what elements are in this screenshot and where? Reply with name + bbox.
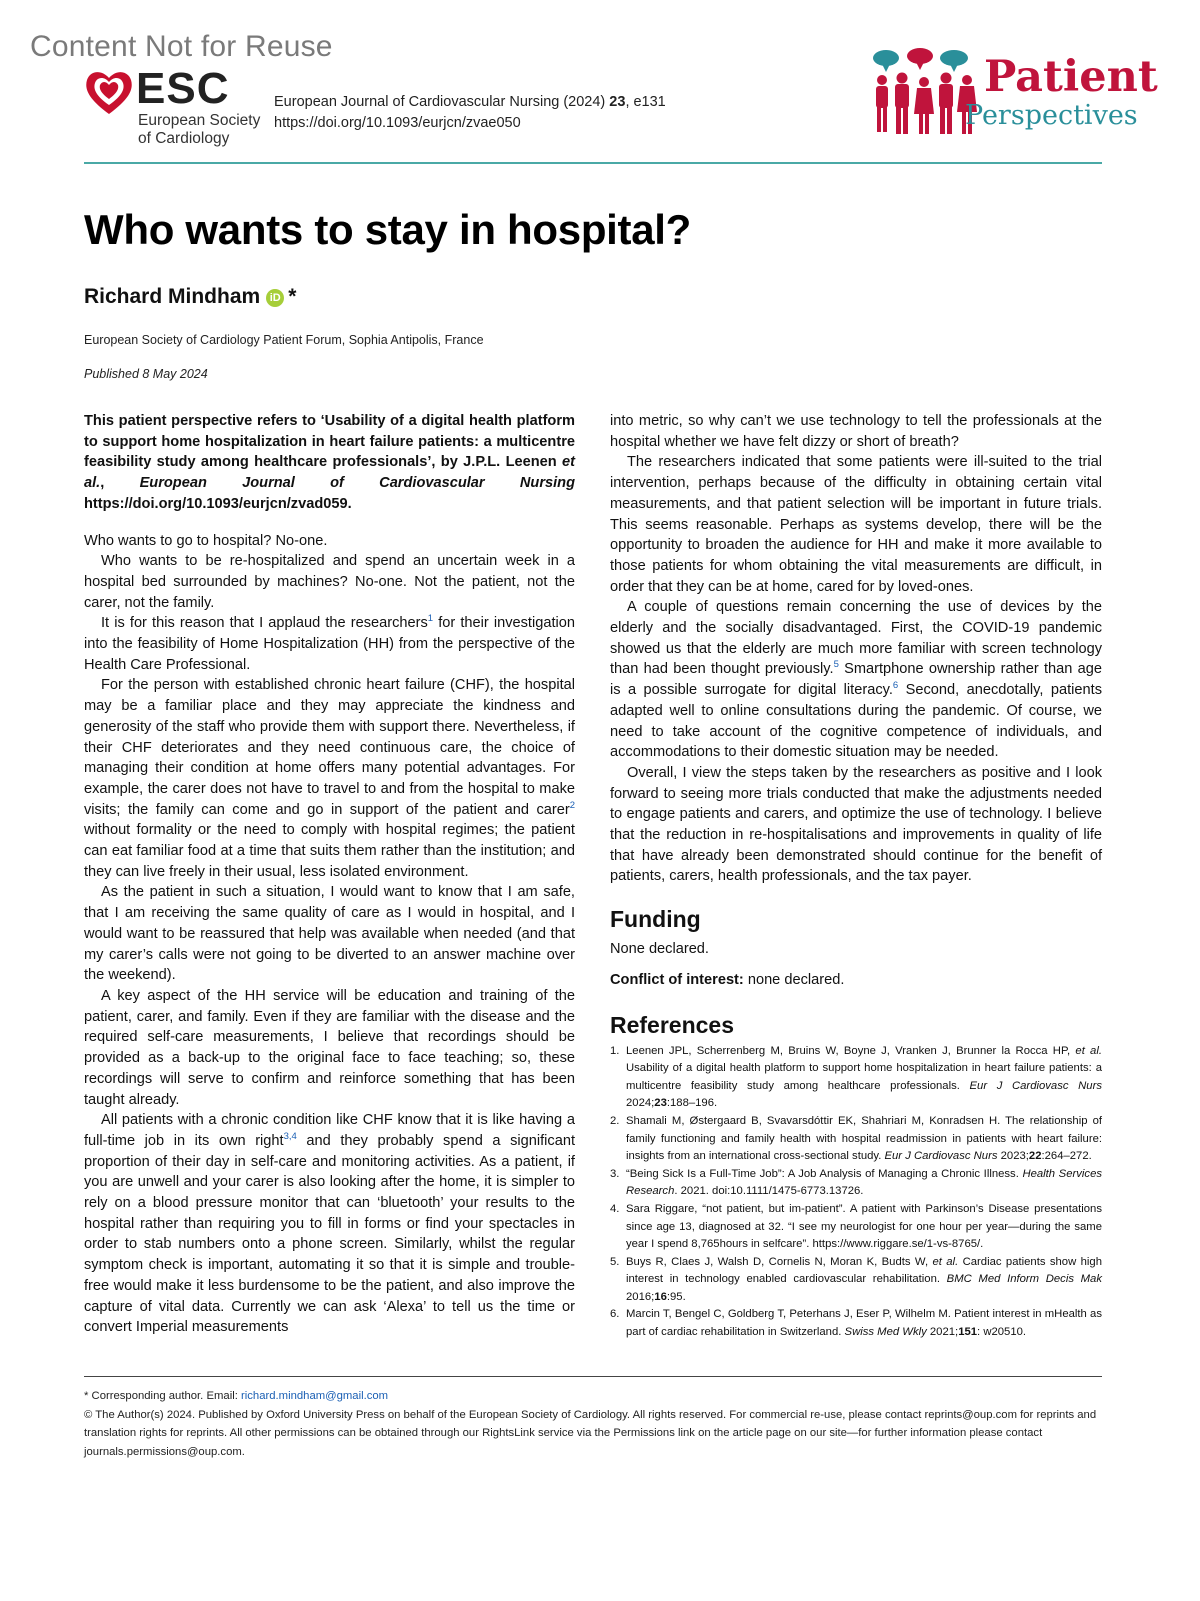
reference-text: “Being Sick Is a Full-Time Job”: A Job Analysis of Managing a Chronic Illness. xyxy=(626,1167,1023,1180)
body-paragraph xyxy=(84,675,575,882)
body-paragraph-continued: into metric, so why can’t we use technology to tell the professionals at the hospital whether we have felt dizzy or short of breath? xyxy=(610,413,1102,450)
intro-etal: et al. xyxy=(84,454,575,492)
reference-text: Sara Riggare, “not patient, but im-patient”. A patient with Parkinson’s Disease presentations since age 13, diagnosed at 32. “I see my neurologist for one hour per year—during the same year I spend 8,765hours in selfcare”. https://www.riggare.se/1-vs-8765/. xyxy=(626,1202,1102,1251)
copyright-text: © The Author(s) 2024. Published by Oxford University Press on behalf of the European Society of Cardiology. All rights reserved. For commercial re-use, please contact reprints@oup.com for reprints and translation rights for reprints. All other permissions can be obtained through our RightsLink service via the Permissions link on the article page on our site—for further information please contact journals.permissions@oup.com. xyxy=(84,1408,1097,1458)
reference-text: :188–196. xyxy=(666,1097,718,1110)
conflict-of-interest xyxy=(610,970,1102,991)
people-speech-icon xyxy=(868,48,980,144)
reference-volume: 22 xyxy=(1028,1150,1042,1163)
journal-doi[interactable]: https://doi.org/10.1093/eurjcn/zvae050 xyxy=(274,115,521,131)
reference-item xyxy=(610,1166,1102,1201)
reference-etal: et al. xyxy=(1075,1044,1102,1057)
reference-text: Buys R, Claes J, Walsh D, Cornelis N, Moran K, Budts W, xyxy=(626,1255,933,1268)
intro-sep: , xyxy=(100,475,140,492)
coi-text: none declared. xyxy=(743,971,845,988)
body-paragraph: As the patient in such a situation, I would want to know that I am safe, that I am receiving the same quality of care as I would in hospital, and I would want to be reassured that help was available when needed (and that my carer’s calls were not going to be diverted to an answer machine over the weekend). xyxy=(84,884,575,984)
body-text: A couple of questions remain concerning the use of devices by the elderly and the socially disadvantaged. First, the COVID-19 pandemic showed us that the elderly are much more familiar with screen technology than had been thought previously. xyxy=(610,599,1102,678)
esc-subtitle xyxy=(138,112,260,148)
esc-logo xyxy=(84,64,274,150)
citation-link[interactable]: 2 xyxy=(569,799,575,811)
article-title: Who wants to stay in hospital? xyxy=(84,206,692,253)
journal-volume: 23 xyxy=(609,94,626,110)
author-row xyxy=(84,285,296,309)
body-text: It is for this reason that I applaud the researchers xyxy=(101,615,428,632)
reference-number: 5. xyxy=(610,1255,620,1268)
esc-heart-icon xyxy=(84,68,134,116)
watermark: Content Not for Reuse xyxy=(30,30,333,63)
reference-number: 1. xyxy=(610,1044,620,1057)
reference-text: : w20510. xyxy=(977,1326,1027,1339)
corr-label: * Corresponding author. Email: xyxy=(84,1390,241,1402)
funding-heading: Funding xyxy=(610,906,701,933)
body-paragraph xyxy=(84,613,575,675)
body-text: Second, anecdotally, patients adapted well to online consultations during the pandemic. Of course, we need to take account of the cognitive competence of individuals, and accommodations to their domestic situation may be needed. xyxy=(610,682,1102,761)
esc-subtitle-line-2: of Cardiology xyxy=(138,130,230,147)
body-text: without formality or the need to comply with hospital regimes; the patient can eat familiar food at a time that suits them rather than the institution; and they can live freely in their usual, less isolated environment. xyxy=(84,822,575,880)
published-date: Published 8 May 2024 xyxy=(84,367,208,381)
right-column xyxy=(610,411,1102,1342)
intro-doi[interactable]: https://doi.org/10.1093/eurjcn/zvad059. xyxy=(84,495,352,512)
reference-number: 3. xyxy=(610,1167,620,1180)
citation-link[interactable]: 3,4 xyxy=(283,1131,297,1143)
body-text: and they probably spend a significant proportion of their day in self-care and monitoring activities. As a patient, if you are unwell and your carer is also looking after the home, it is simpler to rely on a blood pressure monitor that can ‘bluetooth’ your results to the hospital rather than requiring you to fill in forms or find your spectacles in order to stab numbers onto a phone screen. Similarly, whilst the regular symptom check is important, automating it so that it is simple and trouble-free would make it less burdensome to be the patient, and also improve the capture of vital data. Currently we can ask ‘Alexa’ to tell us the time or convert Imperial measurements xyxy=(84,1132,575,1336)
author-name: Richard Mindham xyxy=(84,285,261,308)
reference-item xyxy=(610,1201,1102,1254)
pp-perspectives-word: Perspectives xyxy=(965,100,1138,131)
intro-paragraph xyxy=(84,411,575,515)
reference-text: Marcin T, Bengel C, Goldberg T, Peterhans J, Eser P, Wilhelm M. Patient interest in mHealth as part of cardiac rehabilitation in Switzerland. xyxy=(626,1308,1102,1339)
references-heading: References xyxy=(610,1011,735,1038)
orcid-icon[interactable]: iD xyxy=(266,289,284,307)
reference-journal: Swiss Med Wkly xyxy=(844,1326,927,1339)
reference-text: Cardiac patients show high interest in technology enabled cardiovascular rehabilitation. xyxy=(626,1255,1102,1286)
corresponding-mark: * xyxy=(288,285,297,308)
reference-journal: Eur J Cardiovasc Nurs xyxy=(969,1079,1102,1092)
body-text: Smartphone ownership rather than age is a possible surrogate for digital literacy. xyxy=(610,661,1102,699)
corr-email-link[interactable]: richard.mindham@gmail.com xyxy=(241,1390,389,1402)
intro-text: This patient perspective refers to ‘Usability of a digital health platform to support home hospitalization in heart failure patients: a multicentre feasibility study among healthcare professionals’, by J.P.L. Leenen xyxy=(84,413,575,471)
reference-volume: 16 xyxy=(654,1290,667,1303)
footnote-rule xyxy=(84,1376,1102,1377)
pp-patient-word: Patient xyxy=(984,52,1158,102)
intro-journal: European Journal of Cardiovascular Nursing xyxy=(139,475,575,492)
esc-wordmark: ESC xyxy=(136,64,230,113)
corresponding-author xyxy=(84,1387,1102,1406)
reference-journal: Eur J Cardiovasc Nurs xyxy=(884,1150,998,1163)
reference-number: 2. xyxy=(610,1114,620,1127)
reference-text: 2023; xyxy=(997,1150,1029,1163)
reference-text: 2024; xyxy=(626,1097,655,1110)
body-text: for their investigation into the feasibility of Home Hospitalization (HH) from the perspective of the Health Care Professional. xyxy=(84,615,575,673)
citation-link[interactable]: 1 xyxy=(427,613,434,625)
reference-text: 2016; xyxy=(626,1290,655,1303)
reference-etal: et al. xyxy=(932,1255,959,1268)
journal-name: European Journal of Cardiovascular Nursing (2024) xyxy=(274,94,606,110)
references-list xyxy=(610,1043,1102,1342)
journal-line xyxy=(274,92,666,113)
reference-item xyxy=(610,1254,1102,1307)
reference-text: Usability of a digital health platform to support home hospitalization in heart failure patients: a multicentre feasibility study among healthcare professionals. xyxy=(626,1062,1102,1092)
journal-page: , e131 xyxy=(625,94,666,110)
body-paragraph: Who wants to be re-hospitalized and spend an uncertain week in a hospital bed surrounded by machines? No-one. Not the patient, not the carer, not the family. xyxy=(84,553,575,611)
funding-text: None declared. xyxy=(610,941,709,958)
header-rule xyxy=(84,162,1102,164)
reference-text: Leenen JPL, Scherrenberg M, Bruins W, Boyne J, Vranken J, Brunner la Rocca HP, xyxy=(626,1044,1076,1057)
citation-link[interactable]: 5 xyxy=(833,659,839,671)
reference-text: :264–272. xyxy=(1041,1150,1092,1163)
reference-item xyxy=(610,1306,1102,1341)
body-paragraph: The researchers indicated that some patients were ill-suited to the trial intervention, perhaps because of the difficulty in obtaining certain vital measurements, and that patient selection will be important in future trials. This seems reasonable. Perhaps as systems develop, there will be the opportunity to broaden the audience for HH and make it more available to those patients for whom obtaining the vital measurements are difficult, in order that they can be at home, cared for by loved-ones. xyxy=(610,454,1102,595)
reference-number: 6. xyxy=(610,1308,620,1321)
body-paragraph: Overall, I view the steps taken by the researchers as positive and I look forward to seeing more trials conducted that make the adjustments needed to engage patients and carers, and optimize the use of technology. I believe that the reduction in re-hospitalisations and improvements in quality of life that have already been demonstrated should continue for the benefit of patients, carers, health professionals, and the tax payer. xyxy=(610,764,1102,885)
reference-text: :95. xyxy=(666,1290,686,1303)
body-text: For the person with established chronic heart failure (CHF), the hospital may be a familiar place and they may appreciate the kindness and generosity of the staff who provide them with support there. Nevertheless, if their CHF deteriorates and they need continuous care, the choice of managing their condition at home offers many potential advantages. For example, the carer does not have to travel to and from the hospital to make visits; the family can come and go in support of the patient and carer xyxy=(84,677,575,818)
left-column xyxy=(84,411,575,1338)
reference-text: 2021; xyxy=(926,1326,959,1339)
patient-perspectives-logo xyxy=(868,48,1158,146)
reference-journal: Health Services Research xyxy=(626,1167,1102,1198)
footnote xyxy=(84,1387,1102,1461)
reference-journal: BMC Med Inform Decis Mak xyxy=(946,1273,1102,1286)
body-paragraph: A key aspect of the HH service will be education and training of the patient, carer, and family. Even if they are familiar with the disease and the required self-care measurements, I believe that recordings should be provided as a back-up to the original face to face teaching; so, these recordings will serve to confirm and reinforce something that has been taught already. xyxy=(84,987,575,1108)
journal-citation xyxy=(274,92,666,134)
reference-number: 4. xyxy=(610,1202,620,1215)
esc-subtitle-line-1: European Society xyxy=(138,112,261,129)
body-paragraph xyxy=(610,597,1102,763)
reference-item xyxy=(610,1113,1102,1166)
coi-label: Conflict of interest: xyxy=(610,971,744,988)
reference-volume: 23 xyxy=(654,1097,667,1110)
body-paragraph xyxy=(84,1110,575,1338)
reference-volume: 151 xyxy=(958,1326,978,1339)
reference-item xyxy=(610,1043,1102,1113)
body-text: All patients with a chronic condition like CHF know that it is like having a full-time job in its own right xyxy=(84,1112,575,1149)
reference-text: Shamali M, Østergaard B, Svavarsdóttir EK, Shahriari M, Konradsen H. The relationship of family functioning and family health with hospital readmission in patients with heart failure: insights from an international cross-sectional study. xyxy=(626,1114,1102,1163)
reference-text: . 2021. doi:10.1111/1475-6773.13726. xyxy=(674,1185,864,1198)
body-paragraph: Who wants to go to hospital? No-one. xyxy=(84,532,328,549)
affiliation: European Society of Cardiology Patient Forum, Sophia Antipolis, France xyxy=(84,333,484,347)
citation-link[interactable]: 6 xyxy=(892,680,899,692)
